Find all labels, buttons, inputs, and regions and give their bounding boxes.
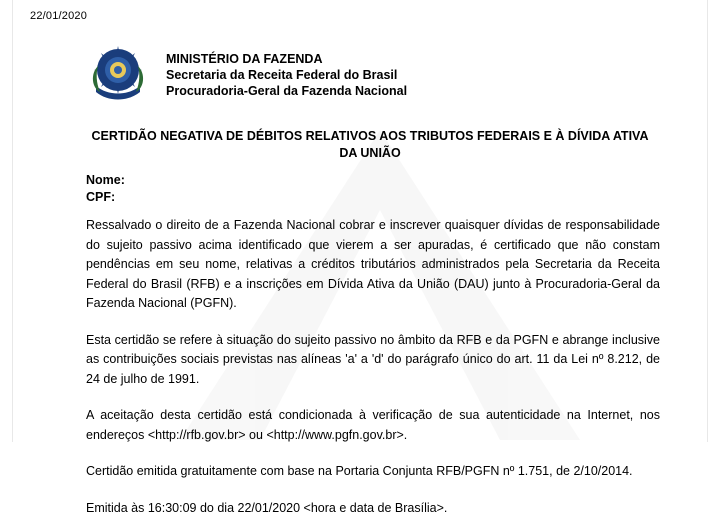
paragraph-aceitacao: A aceitação desta certidão está condicionada à verificação de sua autenticidade na Internet, nos endereços <http://rfb.gov.br> ou <http://www.pgfn.gov.br>. (86, 406, 660, 445)
paragraph-portaria: Certidão emitida gratuitamente com base na Portaria Conjunta RFB/PGFN nº 1.751, de 2/10/2014. (86, 462, 660, 482)
document-title-line-2: DA UNIÃO (80, 145, 660, 162)
print-date: 22/01/2020 (30, 10, 87, 22)
org-line-ministry: MINISTÉRIO DA FAZENDA (166, 52, 407, 67)
brazil-coat-of-arms-icon (86, 44, 150, 106)
document-title-line-1: CERTIDÃO NEGATIVA DE DÉBITOS RELATIVOS AOS TRIBUTOS FEDERAIS E À DÍVIDA ATIVA (80, 128, 660, 145)
document-body (86, 216, 660, 518)
identification-fields (86, 172, 125, 206)
document-title (80, 128, 660, 162)
paragraph-emitida-em: Emitida às 16:30:09 do dia 22/01/2020 <hora e data de Brasília>. (86, 499, 660, 518)
field-nome-label: Nome: (86, 172, 125, 189)
organization-name-block (166, 52, 407, 99)
paragraph-situacao: Esta certidão se refere à situação do sujeito passivo no âmbito da RFB e da PGFN e abrange inclusive as contribuições sociais previstas nas alíneas 'a' a 'd' do parágrafo único do art. 11 da Lei nº 8.212, de 24 de julho de 1991. (86, 331, 660, 390)
page-bottom-fade (0, 442, 720, 448)
paragraph-ressalvado: Ressalvado o direito de a Fazenda Nacional cobrar e inscrever quaisquer dívidas de responsabilidade do sujeito passivo acima identificado que vierem a ser apuradas, é certificado que não constam pendências em seu nome, relativas a créditos tributários administrados pela Secretaria da Receita Federal do Brasil (RFB) e a inscrições em Dívida Ativa da União (DAU) junto à Procuradoria-Geral da Fazenda Nacional (PGFN). (86, 216, 660, 314)
org-line-pgfn: Procuradoria-Geral da Fazenda Nacional (166, 84, 407, 99)
document-header (86, 44, 407, 106)
field-cpf-label: CPF: (86, 189, 125, 206)
org-line-receita-federal: Secretaria da Receita Federal do Brasil (166, 68, 407, 83)
